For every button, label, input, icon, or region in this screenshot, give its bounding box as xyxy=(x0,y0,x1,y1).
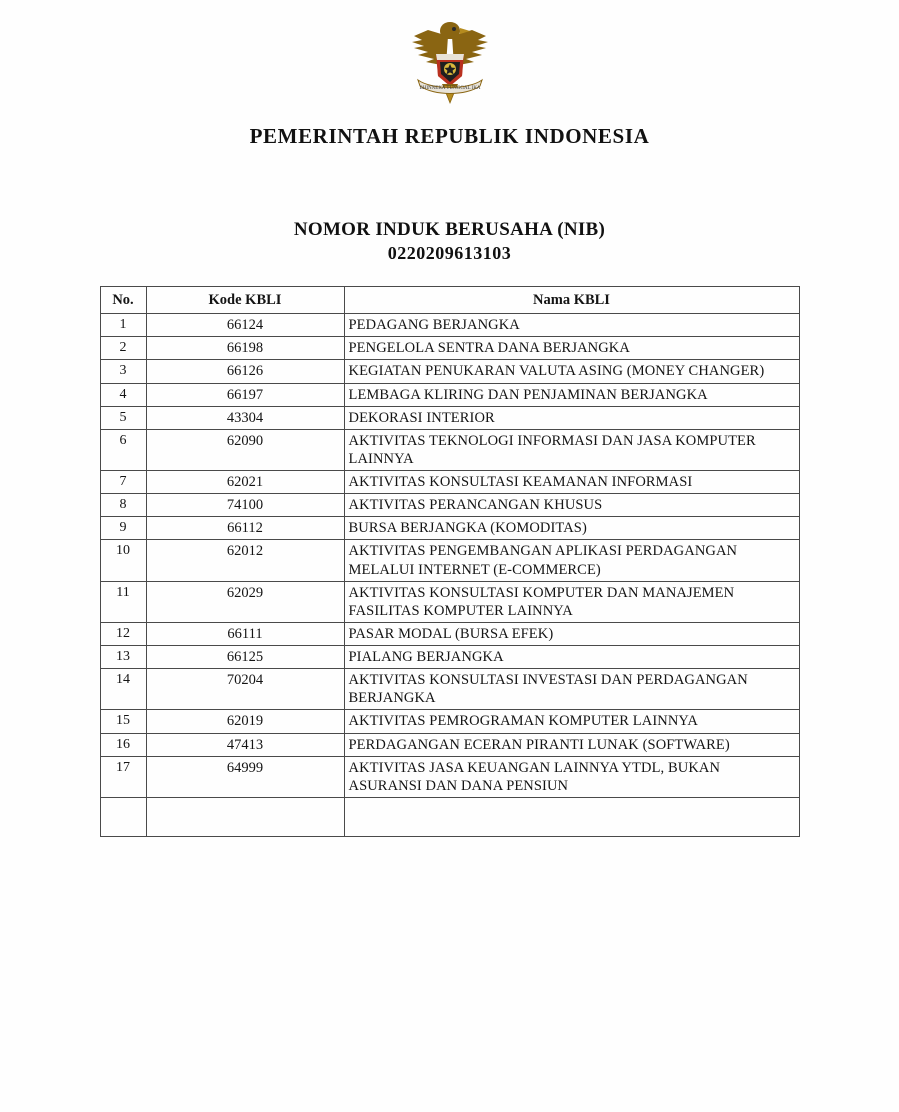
cell-empty xyxy=(146,797,344,836)
cell-no: 2 xyxy=(100,337,146,360)
cell-no: 3 xyxy=(100,360,146,383)
cell-kode-kbli: 66197 xyxy=(146,383,344,406)
cell-nama-kbli: KEGIATAN PENUKARAN VALUTA ASING (MONEY CHANGER) xyxy=(344,360,799,383)
cell-nama-kbli: PEDAGANG BERJANGKA xyxy=(344,314,799,337)
kbli-table xyxy=(100,286,800,837)
cell-empty xyxy=(100,797,146,836)
cell-nama-kbli: PIALANG BERJANGKA xyxy=(344,646,799,669)
cell-nama-kbli: AKTIVITAS PENGEMBANGAN APLIKASI PERDAGANGAN MELALUI INTERNET (E-COMMERCE) xyxy=(344,540,799,581)
table-row xyxy=(100,494,799,517)
cell-kode-kbli: 47413 xyxy=(146,733,344,756)
table-row xyxy=(100,471,799,494)
cell-no: 10 xyxy=(100,540,146,581)
cell-no: 11 xyxy=(100,581,146,622)
column-header-nama-kbli: Nama KBLI xyxy=(344,287,799,314)
table-row xyxy=(100,581,799,622)
cell-nama-kbli: AKTIVITAS PERANCANGAN KHUSUS xyxy=(344,494,799,517)
cell-nama-kbli: PASAR MODAL (BURSA EFEK) xyxy=(344,622,799,645)
table-row xyxy=(100,406,799,429)
cell-no: 7 xyxy=(100,471,146,494)
cell-kode-kbli: 62029 xyxy=(146,581,344,622)
table-header xyxy=(100,287,799,314)
cell-no: 12 xyxy=(100,622,146,645)
table-row xyxy=(100,517,799,540)
cell-no: 1 xyxy=(100,314,146,337)
table-row xyxy=(100,622,799,645)
cell-nama-kbli: AKTIVITAS PEMROGRAMAN KOMPUTER LAINNYA xyxy=(344,710,799,733)
cell-kode-kbli: 66111 xyxy=(146,622,344,645)
table-row-empty xyxy=(100,797,799,836)
cell-no: 15 xyxy=(100,710,146,733)
table-row xyxy=(100,337,799,360)
cell-no: 17 xyxy=(100,756,146,797)
column-header-kode-kbli: Kode KBLI xyxy=(146,287,344,314)
svg-text:BHINNEKA TUNGGAL IKA: BHINNEKA TUNGGAL IKA xyxy=(418,86,481,91)
cell-no: 14 xyxy=(100,669,146,710)
nib-number: 0220209613103 xyxy=(387,243,512,263)
cell-no: 16 xyxy=(100,733,146,756)
cell-kode-kbli: 62012 xyxy=(146,540,344,581)
cell-kode-kbli: 74100 xyxy=(146,494,344,517)
cell-nama-kbli: PENGELOLA SENTRA DANA BERJANGKA xyxy=(344,337,799,360)
cell-no: 5 xyxy=(100,406,146,429)
cell-no: 9 xyxy=(100,517,146,540)
cell-kode-kbli: 66112 xyxy=(146,517,344,540)
table-row xyxy=(100,669,799,710)
cell-nama-kbli: LEMBAGA KLIRING DAN PENJAMINAN BERJANGKA xyxy=(344,383,799,406)
nib-block xyxy=(0,219,899,264)
cell-nama-kbli: AKTIVITAS JASA KEUANGAN LAINNYA YTDL, BUKAN ASURANSI DAN DANA PENSIUN xyxy=(344,756,799,797)
garuda-pancasila-emblem xyxy=(404,14,496,106)
cell-kode-kbli: 62090 xyxy=(146,429,344,470)
cell-empty xyxy=(344,797,799,836)
cell-nama-kbli: AKTIVITAS KONSULTASI INVESTASI DAN PERDAGANGAN BERJANGKA xyxy=(344,669,799,710)
table-body xyxy=(100,314,799,837)
cell-no: 13 xyxy=(100,646,146,669)
table-row xyxy=(100,646,799,669)
cell-kode-kbli: 66126 xyxy=(146,360,344,383)
table-row xyxy=(100,710,799,733)
table-row xyxy=(100,314,799,337)
cell-no: 8 xyxy=(100,494,146,517)
table-row xyxy=(100,429,799,470)
emblem-container xyxy=(0,10,899,110)
cell-kode-kbli: 70204 xyxy=(146,669,344,710)
cell-nama-kbli: PERDAGANGAN ECERAN PIRANTI LUNAK (SOFTWARE) xyxy=(344,733,799,756)
cell-kode-kbli: 64999 xyxy=(146,756,344,797)
cell-no: 6 xyxy=(100,429,146,470)
table-row xyxy=(100,756,799,797)
cell-kode-kbli: 66124 xyxy=(146,314,344,337)
column-header-no: No. xyxy=(100,287,146,314)
table-row xyxy=(100,383,799,406)
cell-kode-kbli: 66125 xyxy=(146,646,344,669)
cell-nama-kbli: DEKORASI INTERIOR xyxy=(344,406,799,429)
kbli-table-container xyxy=(100,286,800,837)
cell-nama-kbli: BURSA BERJANGKA (KOMODITAS) xyxy=(344,517,799,540)
cell-nama-kbli: AKTIVITAS TEKNOLOGI INFORMASI DAN JASA KOMPUTER LAINNYA xyxy=(344,429,799,470)
table-row xyxy=(100,733,799,756)
table-row xyxy=(100,540,799,581)
table-header-row xyxy=(100,287,799,314)
government-title: PEMERINTAH REPUBLIK INDONESIA xyxy=(249,124,650,148)
cell-nama-kbli: AKTIVITAS KONSULTASI KOMPUTER DAN MANAJEMEN FASILITAS KOMPUTER LAINNYA xyxy=(344,581,799,622)
cell-kode-kbli: 62021 xyxy=(146,471,344,494)
cell-nama-kbli: AKTIVITAS KONSULTASI KEAMANAN INFORMASI xyxy=(344,471,799,494)
cell-no: 4 xyxy=(100,383,146,406)
table-row xyxy=(100,360,799,383)
nib-title: NOMOR INDUK BERUSAHA (NIB) xyxy=(293,219,606,240)
cell-kode-kbli: 43304 xyxy=(146,406,344,429)
cell-kode-kbli: 62019 xyxy=(146,710,344,733)
cell-kode-kbli: 66198 xyxy=(146,337,344,360)
